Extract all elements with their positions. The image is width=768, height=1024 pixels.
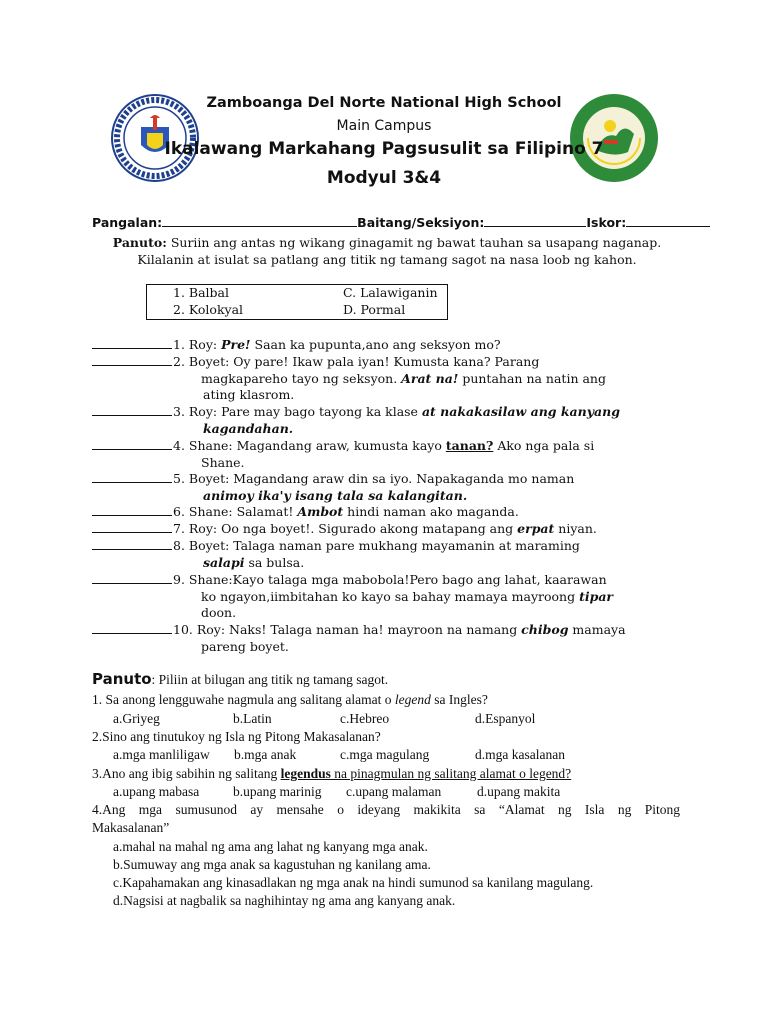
choice-d: D. Pormal bbox=[343, 302, 406, 317]
answer-blank[interactable] bbox=[92, 621, 172, 634]
question-4-line2: Makasalanan” bbox=[92, 820, 170, 835]
option-b[interactable]: b.upang marinig bbox=[233, 784, 322, 799]
item-6: 6. Shane: Salamat! Ambot hindi naman ako maganda. bbox=[92, 503, 692, 521]
option-d[interactable]: d.mga kasalanan bbox=[475, 747, 565, 762]
question-1: 1. Sa anong lengguwahe nagmula ang salitang alamat o legend sa Ingles? bbox=[92, 692, 488, 707]
option-a[interactable]: a.upang mabasa bbox=[113, 784, 200, 799]
part2-instruction-text: : Piliin at bilugan ang titik ng tamang sagot. bbox=[151, 672, 389, 687]
answer-blank[interactable] bbox=[92, 537, 172, 550]
question-1-options bbox=[0, 711, 768, 729]
answer-blank[interactable] bbox=[92, 353, 172, 366]
part2-instruction-label: Panuto bbox=[92, 670, 152, 688]
item-8: 8. Boyet: Talaga naman pare mukhang mayamanin at maraming salapi sa bulsa. bbox=[92, 537, 692, 571]
part1-instruction bbox=[92, 234, 682, 268]
choices-box bbox=[146, 284, 448, 320]
option-a[interactable]: a.Griyeg bbox=[113, 711, 160, 726]
option-d[interactable]: d.Espanyol bbox=[475, 711, 536, 726]
answer-blank[interactable] bbox=[92, 470, 172, 483]
question-3-options bbox=[0, 784, 768, 802]
question-4: 4.Ang mga sumusunod ay mensahe o ideyang makikita sa “Alamat ng Isla ng Pitong bbox=[92, 802, 680, 817]
option-c[interactable]: c.Kapahamakan ang kinasadlakan ng mga anak na hindi sumunod sa kanilang magulang. bbox=[113, 875, 594, 890]
item-7: 7. Roy: Oo nga boyet!. Sigurado akong matapang ang erpat niyan. bbox=[92, 520, 692, 538]
answer-blank[interactable] bbox=[92, 403, 172, 416]
choice-1: 1. Balbal bbox=[173, 285, 229, 300]
answer-blank[interactable] bbox=[92, 503, 172, 516]
option-b[interactable]: b.Latin bbox=[233, 711, 272, 726]
option-d[interactable]: d.upang makita bbox=[477, 784, 561, 799]
option-c[interactable]: c.upang malaman bbox=[346, 784, 442, 799]
question-2-options bbox=[0, 747, 768, 765]
item-1: 1. Roy: Pre! Saan ka pupunta,ano ang seksyon mo? bbox=[92, 336, 692, 354]
option-d[interactable]: d.Nagsisi at nagbalik sa naghihintay ng ama ang kanyang anak. bbox=[113, 893, 456, 908]
item-2: 2. Boyet: Oy pare! Ikaw pala iyan! Kumusta kana? Parang magkapareho tayo ng seksyon. Arat na! puntahan na natin ang ating klasrom. bbox=[92, 353, 692, 404]
item-4: 4. Shane: Magandang araw, kumusta kayo tanan? Ako nga pala si Shane. bbox=[92, 437, 692, 471]
instruction-label: Panuto: bbox=[112, 235, 167, 250]
choice-c: C. Lalawiganin bbox=[343, 285, 438, 300]
instruction-line1: Suriin ang antas ng wikang ginagamit ng bawat tauhan sa usapang naganap. bbox=[170, 235, 662, 250]
exam-title: Ikalawang Markahang Pagsusulit sa Filipino 7 bbox=[164, 139, 604, 159]
option-c[interactable]: c.Hebreo bbox=[340, 711, 390, 726]
option-a[interactable]: a.mahal na mahal ng ama ang lahat ng kanyang mga anak. bbox=[113, 839, 428, 854]
name-blank[interactable] bbox=[162, 214, 357, 227]
section-label: Baitang/Seksiyon: bbox=[357, 215, 485, 230]
section-blank[interactable] bbox=[484, 214, 586, 227]
score-label: Iskor: bbox=[586, 215, 627, 230]
choice-2: 2. Kolokyal bbox=[173, 302, 244, 317]
answer-blank[interactable] bbox=[92, 571, 172, 584]
part2-instruction bbox=[92, 670, 388, 688]
item-10: 10. Roy: Naks! Talaga naman ha! mayroon na namang chibog mamaya pareng boyet. bbox=[92, 621, 692, 655]
module-title: Modyul 3&4 bbox=[326, 168, 442, 188]
option-a[interactable]: a.mga manliligaw bbox=[113, 747, 210, 762]
option-b[interactable]: b.Sumuway ang mga anak sa kagustuhan ng kanilang ama. bbox=[113, 857, 431, 872]
question-3: 3.Ano ang ibig sabihin ng salitang legendus na pinagmulan ng salitang alamat o legend? bbox=[92, 766, 572, 781]
name-label: Pangalan: bbox=[92, 215, 163, 230]
answer-blank[interactable] bbox=[92, 336, 172, 349]
school-name: Zamboanga Del Norte National High School bbox=[206, 95, 562, 111]
option-c[interactable]: c.mga magulang bbox=[340, 747, 430, 762]
student-info-line bbox=[92, 214, 682, 230]
question-2: 2.Sino ang tinutukoy ng Isla ng Pitong Makasalanan? bbox=[92, 729, 381, 744]
item-9: 9. Shane:Kayo talaga mga mabobola!Pero bago ang lahat, kaarawan ko ngayon,iimbitahan ko kayo sa bahay mamaya mayroong tipar doon. bbox=[92, 571, 692, 622]
campus-name: Main Campus bbox=[336, 118, 432, 134]
answer-blank[interactable] bbox=[92, 520, 172, 533]
item-5: 5. Boyet: Magandang araw din sa iyo. Napakaganda mo naman animoy ika'y isang tala sa kalangitan. bbox=[92, 470, 692, 504]
instruction-line2: Kilalanin at isulat sa patlang ang titik ng tamang sagot na nasa loob ng kahon. bbox=[137, 252, 637, 267]
item-3: 3. Roy: Pare may bago tayong ka klase at nakakasilaw ang kanyang kagandahan. bbox=[92, 403, 692, 437]
option-b[interactable]: b.mga anak bbox=[234, 747, 297, 762]
answer-blank[interactable] bbox=[92, 437, 172, 450]
score-blank[interactable] bbox=[626, 214, 710, 227]
